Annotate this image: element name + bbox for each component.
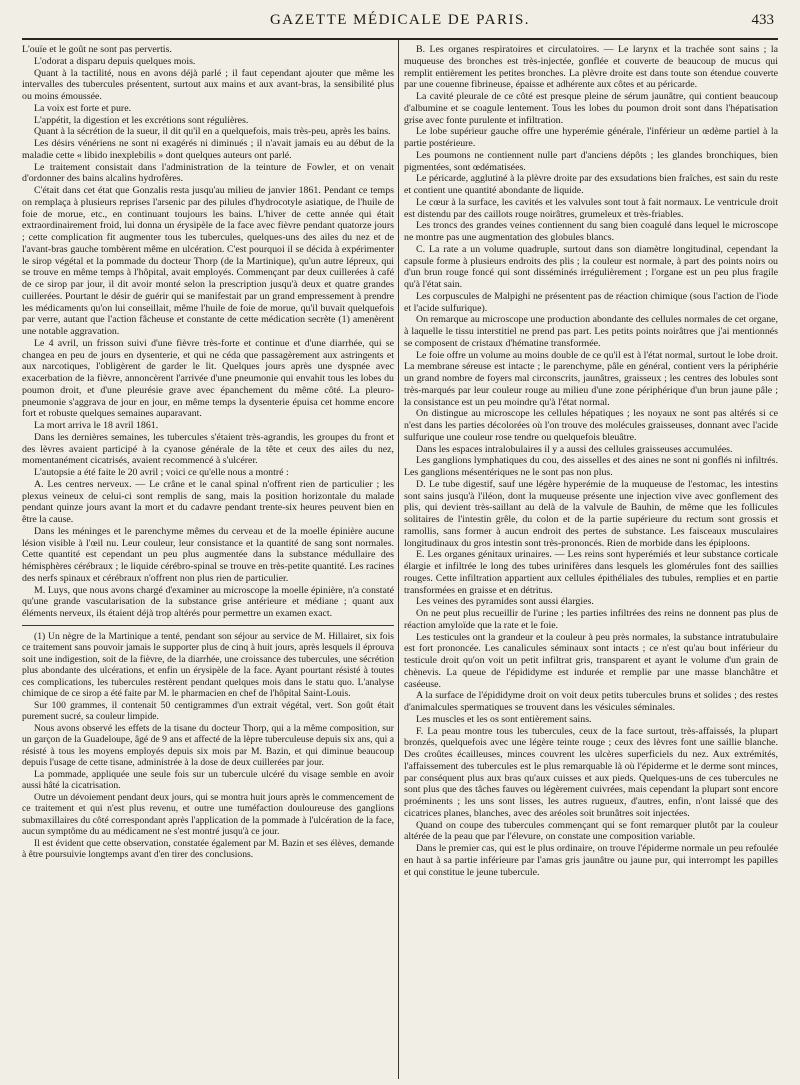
footnote-paragraph: Nous avons observé les effets de la tisane du docteur Thorp, qui a la même composition, sur un garçon de la Guadeloupe, âgé de 9 ans et affecté de la lèpre tuberculeuse depuis six ans, qui a résisté à tous les moyens employés depuis six mois par M. Bazin, et qui diminue beaucoup depuis l'usage de cette tisane, administrée à la dose de deux cuillerées par jour. bbox=[22, 722, 394, 769]
footnote-paragraph: La pommade, appliquée une seule fois sur un tubercule ulcéré du visage semble en avoir aussi hâté la cicatrisation. bbox=[22, 768, 394, 792]
paragraph: Dans les dernières semaines, les tubercules s'étaient très-agrandis, les groupes du front et des lèvres avaient participé à la cyanose générale de la tête et ceux des ailes du nez, momentanément cicatrisés, avaient recommencé à s'ulcérer. bbox=[22, 431, 394, 467]
paragraph: Le péricarde, agglutiné à la plèvre droite par des exsudations bien fraîches, est sain du reste et contient une quantité abondante de liquide. bbox=[404, 173, 778, 196]
footnote-paragraph: Sur 100 grammes, il contenait 50 centigrammes d'un extrait végétal, vert. Son goût était purement sucré, sa couleur limpide. bbox=[22, 699, 394, 723]
paragraph: On ne peut plus recueillir de l'urine ; les parties infiltrées des reins ne donnent pas plus de réaction amyloïde que la rate et le foie. bbox=[404, 608, 778, 631]
page-number: 433 bbox=[751, 12, 774, 28]
section-e-genitourinary: E. Les organes génitaux urinaires. — Les reins sont hyperémiés et leur substance corticale élargie et infiltrée le long des tubes urinifères dans lesquels les glomérules font des saillies rouges. Cette infiltration appartient aux cellules épithéliales des tubules, remplies et en partie transformées en graisse et en détritus. bbox=[404, 549, 778, 596]
footnote-paragraph: Il est évident que cette observation, constatée également par M. Bazin et ses élèves, demande à être poursuivie longtemps avant d'en tirer des conclusions. bbox=[22, 837, 394, 861]
section-d-digestive: D. Le tube digestif, sauf une légère hyperémie de la muqueuse de l'estomac, les intestins sont sains jusqu'à l'iléon, dont la muqueuse présente une injection vive avec gonflement des plis, qui devient très-saillant au delà de la valvule de Bauhin, de même que les follicules solitaires de l'intestin grêle, du colon et de la partie supérieure du rectum sont grossis et ramollis, sans former à aucun endroit des pertes de substance. Les faisceaux musculaires longitudinaux du gros intestin sont très-prononcés. Rien de morbide dans les épiploons. bbox=[404, 478, 778, 549]
paragraph: Les désirs vénériens ne sont ni exagérés ni diminués ; il n'avait jamais eu au début de la maladie cette « libido inexplebilis » dont quelques auteurs ont parlé. bbox=[22, 138, 394, 161]
paragraph: L'ouïe et le goût ne sont pas pervertis. bbox=[22, 44, 172, 55]
paragraph: Le foie offre un volume au moins double de ce qu'il est à l'état normal, surtout le lobe droit. La membrane séreuse est intacte ; le parenchyme, pâle en général, contient vers la périphérie un grand nombre de foyers mal circonscrits, jaunâtres, graisseux ; les centres des lobules sont très-marqués par leur couleur rouge au milieu d'une zone périphérique d'un brun jaune pâle ; la consistance est un peu moindre qu'à l'état normal. bbox=[404, 349, 778, 408]
paragraph: La cavité pleurale de ce côté est presque pleine de sérum jaunâtre, qui contient beaucoup d'albumine et se coagule lentement. Tous les lobes du poumon droit sont dans l'hépatisation grise avec fonte purulente et infiltration. bbox=[404, 91, 778, 126]
paragraph: Le 4 avril, un frisson suivi d'une fièvre très-forte et continue et d'une diarrhée, qui se changea en peu de jours en dysenterie, et qui ne céda que passagèrement aux astringents et aux narcotiques, l'obligèrent de garder le lit. Quelques jours après une dyspnée avec exacerbation de la fièvre, annoncèrent l'arrivée d'une pneumonie qui envahit tous les lobes du poumon droit, et d'une pleurésie grave avec épanchement du même côté. La pleuro-pneumonie s'aggrava de jour en jour, en même temps la dysenterie épuisa cet homme encore fort et robuste quelques semaines auparavant. bbox=[22, 337, 394, 420]
paragraph: Dans le premier cas, qui est le plus ordinaire, on trouve l'épiderme normale un peu refoulée en haut à sa partie inférieure par l'amas gris jaunâtre ou jaune pur, qui interrompt les papilles et qui constitue le jeune tubercule. bbox=[404, 843, 778, 878]
paragraph: Le lobe supérieur gauche offre une hyperémie générale, l'inférieur un œdème partiel à la partie postérieure. bbox=[404, 126, 778, 149]
paragraph: A la surface de l'épididyme droit on voit deux petits tubercules bruns et solides ; des restes d'animalcules spermatiques se trouvent dans les vésicules séminales. bbox=[404, 690, 778, 713]
footnote-rule bbox=[22, 625, 394, 626]
left-column bbox=[22, 44, 394, 1081]
paragraph: Les corpuscules de Malpighi ne présentent pas de réaction chimique (sous l'action de l'iode et l'acide sulfurique). bbox=[404, 290, 778, 314]
paragraph: Le traitement consistait dans l'administration de la teinture de Fowler, et on venait d'ordonner des bains alcalins hydrofères. bbox=[22, 161, 394, 185]
paragraph: Les veines des pyramides sont aussi élargies. bbox=[416, 596, 594, 608]
right-column bbox=[404, 44, 778, 1081]
column-divider bbox=[398, 40, 399, 1079]
header-rule bbox=[22, 38, 778, 40]
section-f-skin: F. La peau montre tous les tubercules, ceux de la face surtout, très-affaissés, la plupart bronzés, quelquefois avec une légère teinte rouge ; ceux des lèvres font une saillie blanche. Des croûtes écailleuses, minces couvrent les ulcères superficiels du nez. Aux extrémités, l'affaissement des tubercules est le plus remarquable là où l'épiderme et le derme sont minces, par conséquent plus aux bras qu'aux cuisses et aux pieds. Quelques-uns de ces tubercules ne sont plus que des tâches fauves ou légèrement cuivrées, mais cependant la plupart sont encore proéminents ; les uns sont lisses, les autres rugueux, d'autres, enfin, n'ont laissé que des cicatrices planes, blanches, avec des aréoles soit brunâtres soit injectées. bbox=[404, 725, 778, 819]
paragraph: Dans les espaces intralobulaires il y a aussi des cellules graisseuses accumulées. bbox=[416, 443, 733, 455]
paragraph: On remarque au microscope une production abondante des cellules normales de cet organe, à laquelle le tissu interstitiel ne prend pas part. Les petits points noirâtres que j'ai mentionnés se composent de cristaux d'hématine transformée. bbox=[404, 314, 778, 349]
paragraph: Les poumons ne contiennent nulle part d'anciens dépôts ; les glandes bronchiques, bien pigmentées, sont œdématisées. bbox=[404, 149, 778, 173]
paragraph: Quand on coupe des tubercules commençant qui se font remarquer plutôt par la couleur altérée de la peau que par l'élevure, on constate une composition variable. bbox=[404, 819, 778, 843]
page-header bbox=[22, 8, 778, 36]
paragraph: On distingue au microscope les cellules hépatiques ; les noyaux ne sont pas altérés si ce n'est dans les parties décolorées où l'on trouve des molécules graisseuses, donnant avec l'acide sulfurique une couleur rose tendre ou quelquefois bleuâtre. bbox=[404, 408, 778, 443]
footnote-paragraph: (1) Un nègre de la Martinique a tenté, pendant son séjour au service de M. Hillairet, six fois ce traitement sans pouvoir jamais le supporter plus de cinq à huit jours, après lesquels il éprouva soit une indigestion, soit de la fièvre, de la diarrhée, une croissance des tubercules, une sécrétion plus abondante des ulcérations, et enfin un érysipèle de la face. Ayant pourtant résisté à toutes ces complications, les tubercules restèrent pendant quelques mois dans le statu quo. L'analyse chimique de ce sirop a été faite par M. le pharmacien en chef de l'hôpital Saint-Louis. bbox=[22, 630, 394, 700]
paragraph: La mort arriva le 18 avril 1861. bbox=[34, 420, 159, 431]
paragraph: La voix est forte et pure. bbox=[34, 102, 132, 114]
footnote bbox=[22, 631, 394, 861]
paragraph: Dans les méninges et le parenchyme mêmes du cerveau et de la moelle épinière aucune lésion visible à l'œil nu. Leur couleur, leur consistance et la quantité de sang sont normales. Cette quantité est cependant un peu plus augmentée dans la substance médullaire des hémisphères cérébraux ; le liquide cérébro-spinal se trouve en très-petite quantité. Les racines des nerfs spinaux et cérébraux n'offrent non plus rien de particulier. bbox=[22, 525, 394, 584]
paragraph: Le cœur à la surface, les cavités et les valvules sont tout à fait normaux. Le ventricule droit est distendu par des caillots rouge noirâtres, grumeleux et très-friables. bbox=[404, 196, 778, 220]
paragraph: Les testicules ont la grandeur et la couleur à peu près normales, la substance intratubulaire est fort prononcée. Les canalicules séminaux sont intacts ; ce n'est qu'au bout inférieur du testicule droit qu'on voit un petit infiltrat gris, transparent et ayant le volume d'un grain de chènevis. La queue de l'épididyme est indurée et remplie par une masse blanchâtre et caséeuse. bbox=[404, 631, 778, 690]
paragraph: C'était dans cet état que Gonzalis resta jusqu'au milieu de janvier 1861. Pendant ce temps on remplaça à plusieurs reprises l'arsenic par des pilules d'hydrocotyle asiatique, de l'huile de foie de morue, etc., en continuant toujours les bains. L'hiver de cette année qui était extraordinairement froid, lui donna un érysipèle de la face avec fièvre pendant quatorze jours ; cette complication fit augmenter tous les tubercules, quelques-uns des ailes du nez et de l'avant-bras gauche tombèrent même en ulcération. C'est pourquoi il se décida à expérimenter le sirop végétal et la pommade du docteur Thorp (de la Martinique), qu'un autre lépreux, qui se trouve en même temps à l'hôpital, avait employés. Commençant par deux cuillerées à café de ce sirop par jour, il dit avoir monté selon la prescription jusqu'à deux et quatre grandes cuillerées. Pourtant le désir de guérir qui se manifestait par un grand empressement à prendre les médicaments qu'on lui conseillait, même l'huile de foie de morue, qu'il buvait quelquefois par verre, autant que l'action fâcheuse et constante de cette médication secrète (1) amenèrent une notable aggravation. bbox=[22, 185, 394, 337]
section-a-nervous-centers: A. Les centres nerveux. — Le crâne et le canal spinal n'offrent rien de particulier ; les plexus veineux de celui-ci sont remplis de sang, mais la position horizontale du malade pendant quinze jours avant la mort et du cadavre pendant trente-six heures peuvent bien en être la cause. bbox=[22, 478, 394, 525]
autopsy-heading: L'autopsie a été faite le 20 avril ; voici ce qu'elle nous a montré : bbox=[34, 467, 289, 478]
paragraph: Les muscles et les os sont entièrement sains. bbox=[416, 713, 592, 725]
paragraph: L'odorat a disparu depuis quelques mois. bbox=[34, 55, 196, 67]
footnote-paragraph: Outre un dévoiement pendant deux jours, qui se montra huit jours après le commencement de ce traitement et qui n'est plus revenu, et outre une tuméfaction douloureuse des ganglions submaxillaires du côté correspondant après l'application de la pommade à l'ulcération de la face, aucun symptôme du au médicament ne s'est montré jusqu'à ce jour. bbox=[22, 791, 394, 838]
paragraph: Quant à la tactilité, nous en avons déjà parlé ; il faut cependant ajouter que même les intervalles des tubercules présentent, surtout aux mains et aux avant-bras, la sensibilité plus ou moins émoussée. bbox=[22, 67, 394, 102]
journal-title: GAZETTE MÉDICALE DE PARIS. bbox=[269, 12, 531, 28]
paragraph: Les ganglions lymphatiques du cou, des aisselles et des aines ne sont ni gonflés ni infiltrés. Les ganglions mésentériques ne le sont pas non plus. bbox=[404, 455, 778, 478]
paragraph: M. Luys, que nous avons chargé d'examiner au microscope la moelle épinière, n'a constaté qu'une grande vascularisation de la substance grise antérieure et médiane ; quant aux éléments nerveux, ils étaient déjà trop altérés pour permettre un examen exact. bbox=[22, 584, 394, 619]
section-b-respiratory: B. Les organes respiratoires et circulatoires. — Le larynx et la trachée sont sains ; la muqueuse des bronches est très-injectée, gonflée et couverte de beaucoup de mucus qui remplit entièrement les petites bronches. La plèvre droite est dans toute son étendue couverte par une couenne fibrineuse, épaisse et adhérente aux côtes et au péricarde. bbox=[404, 44, 778, 91]
paragraph: Les troncs des grandes veines contiennent du sang bien coagulé dans lequel le microscope ne montre pas une augmentation des globules blancs. bbox=[404, 220, 778, 243]
paragraph: L'appétit, la digestion et les excrétions sont régulières. bbox=[34, 114, 249, 126]
section-c-spleen: C. La rate a un volume quadruple, surtout dans son diamètre longitudinal, cependant la capsule forme à plusieurs endroits des plis ; la couleur est normale, à part des points noirs ou d'un brun rouge foncé qui sont disséminés irrégulièrement ; l'organe est un peu plus fragile qu'à l'état sain. bbox=[404, 243, 778, 290]
paragraph: Quant à la sécrétion de la sueur, il dit qu'il en a quelquefois, mais très-peu, après les bains. bbox=[34, 126, 391, 138]
